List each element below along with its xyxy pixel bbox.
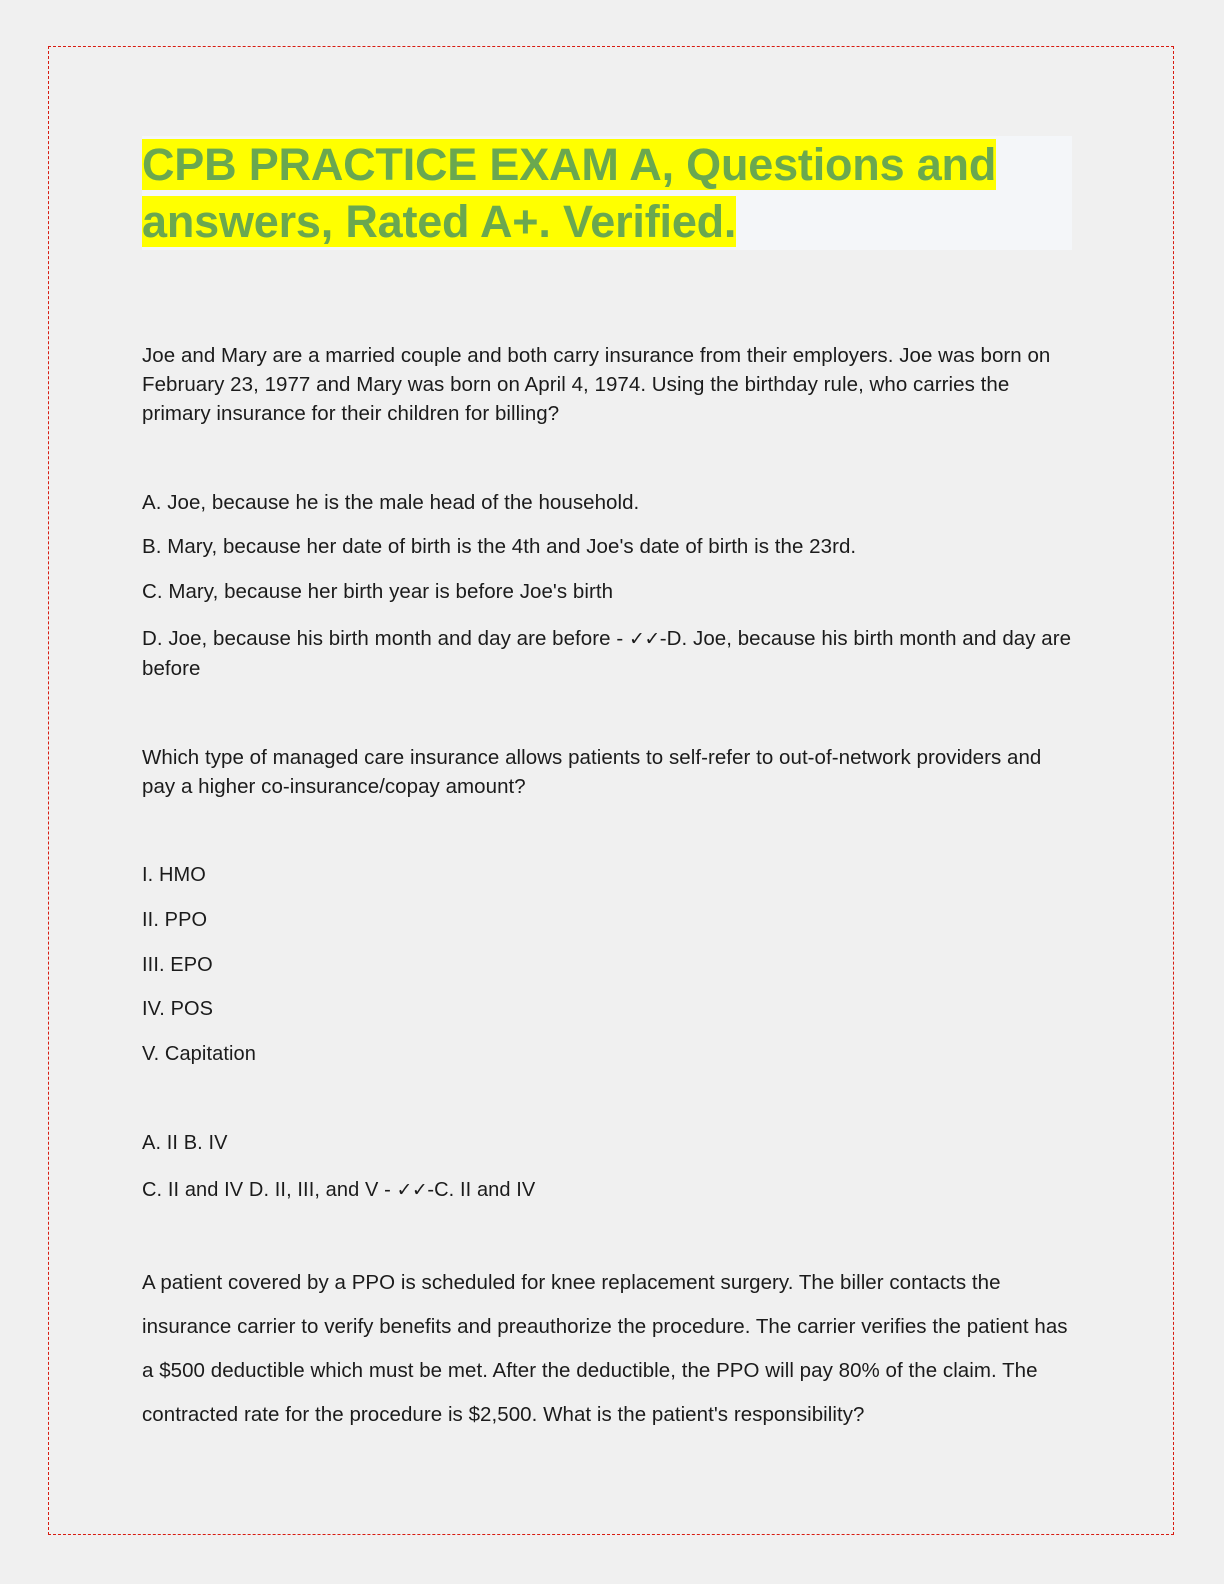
question-2-choices-line-2-prefix: C. II and IV D. II, III, and V - <box>142 1179 397 1201</box>
question-2-list-item-1: I. HMO <box>142 864 206 886</box>
title-line-2: answers, Rated A+. Verified. <box>142 196 737 247</box>
checkmark-icon: ✓✓ <box>396 1179 428 1201</box>
question-2-answer-text: -C. II and IV <box>427 1179 536 1201</box>
question-1-option-d-prefix: D. Joe, because his birth month and day are before - <box>142 627 629 650</box>
question-1-answer-text: -D. Joe, because his birth month and day are before <box>142 627 1072 680</box>
question-1-option-a: A. Joe, because he is the male head of the household. <box>142 491 640 514</box>
document-title-block <box>142 136 1072 250</box>
question-3-stem: A patient covered by a PPO is scheduled for knee replacement surgery. The biller contacts the insurance carrier to verify benefits and preauthorize the procedure. The carrier verifies the patient has a $500 deductible which must be met. After the deductible, the PPO will pay 80% of the claim. The contracted rate for the procedure is $2,500. What is the patient's responsibility? <box>142 1271 1068 1426</box>
question-2-list-item-4: IV. POS <box>142 998 214 1020</box>
question-1-stem: Joe and Mary are a married couple and both carry insurance from their employers. Joe was born on February 23, 1977 and Mary was born on April 4, 1974. Using the birthday rule, who carries the primary insurance for their children for billing? <box>142 344 1051 425</box>
page-title <box>142 136 1072 250</box>
question-2-list-item-2: II. PPO <box>142 909 208 931</box>
question-1-option-b: B. Mary, because her date of birth is the 4th and Joe's date of birth is the 23rd. <box>142 535 857 558</box>
question-2-stem: Which type of managed care insurance allows patients to self-refer to out-of-network providers and pay a higher co-insurance/copay amount? <box>142 746 1042 798</box>
question-2-choices-line-1: A. II B. IV <box>142 1132 228 1154</box>
question-2-list-item-3: III. EPO <box>142 954 213 976</box>
question-2-answer <box>142 1176 1072 1205</box>
question-2-list-item-5: V. Capitation <box>142 1043 256 1065</box>
checkmark-icon: ✓✓ <box>628 628 660 650</box>
question-1-option-c: C. Mary, because her birth year is before Joe's birth <box>142 580 614 603</box>
question-1-answer <box>142 624 1072 683</box>
title-line-1: CPB PRACTICE EXAM A, Questions and <box>142 139 997 190</box>
